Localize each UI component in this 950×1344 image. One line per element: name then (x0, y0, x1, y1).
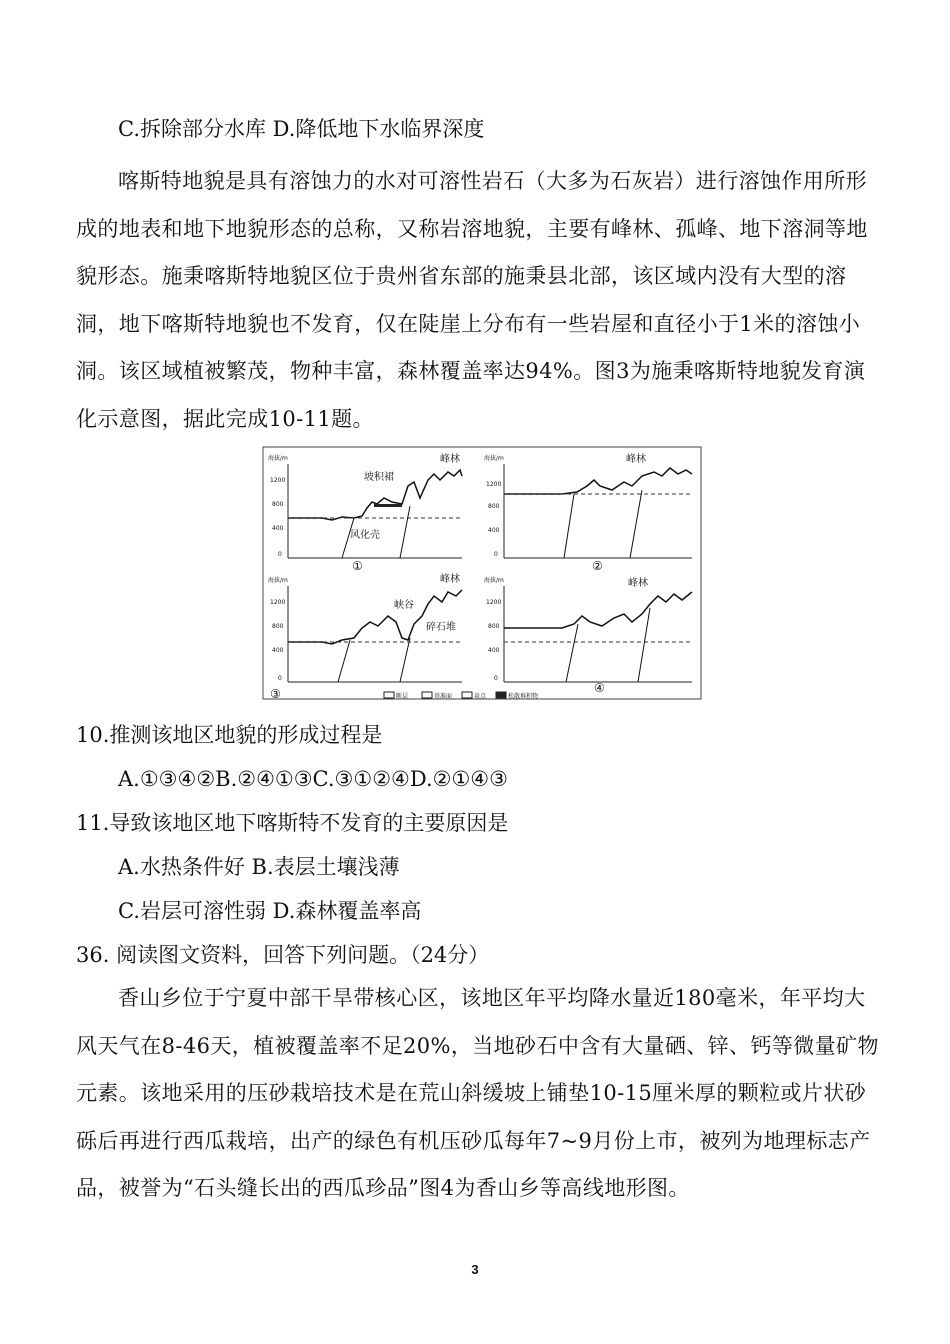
svg-text:1200: 1200 (486, 481, 502, 488)
svg-text:400: 400 (488, 647, 500, 654)
panel-4 (484, 576, 692, 695)
svg-text:①: ① (352, 559, 363, 573)
q11-stem: 11.导致该地区地下喀斯特不发育的主要原因是 (76, 811, 509, 835)
svg-text:800: 800 (488, 503, 500, 510)
q11-options-ab: A.水热条件好 B.表层土壤浅薄 (118, 855, 400, 879)
svg-text:1200: 1200 (270, 599, 286, 606)
svg-text:泉点: 泉点 (474, 693, 487, 700)
svg-text:400: 400 (272, 525, 284, 532)
svg-text:海拔/m: 海拔/m (484, 577, 504, 584)
svg-text:基准面: 基准面 (434, 693, 453, 700)
svg-text:800: 800 (272, 501, 284, 508)
svg-text:峡谷: 峡谷 (394, 600, 414, 611)
svg-text:0: 0 (494, 675, 498, 682)
svg-text:峰林: 峰林 (440, 574, 460, 585)
karst-evolution-figure (262, 446, 702, 708)
panel-2 (484, 452, 692, 573)
svg-text:1200: 1200 (486, 599, 502, 606)
svg-text:峰林: 峰林 (440, 454, 460, 465)
svg-text:峰林: 峰林 (626, 454, 646, 465)
svg-text:0: 0 (494, 551, 498, 558)
svg-text:400: 400 (488, 527, 500, 534)
y-axis-label: 海拔/m (268, 455, 288, 462)
svg-text:400: 400 (272, 647, 284, 654)
q36-passage: 香山乡位于宁夏中部干旱带核心区，该地区年平均降水量近180毫米，年平均大风天气在8-46天，植被覆盖率不足20%，当地砂石中含有大量硒、锌、钙等微量矿物元素。该地采用的压砂栽培技术是在荒山斜缓坡上铺垫10-15厘米厚的颗粒或片状砂砾后再进行西瓜栽培，出产的绿色有机压砂瓜每年7~9月份上市，被列为地理标志产品，被誉为“石头缝长出的西瓜珍品”图4为香山乡等高线地形图。 (76, 986, 879, 1200)
svg-text:800: 800 (272, 623, 284, 630)
svg-text:0: 0 (278, 675, 282, 682)
q10-stem: 10.推测该地区地貌的形成过程是 (76, 723, 383, 747)
panel-3 (268, 572, 462, 701)
q9-options-cd: C.拆除部分水库 D.降低地下水临界深度 (118, 117, 485, 141)
svg-text:风化壳: 风化壳 (350, 530, 380, 541)
svg-text:④: ④ (594, 681, 605, 695)
svg-text:0: 0 (278, 551, 282, 558)
svg-text:海拔/m: 海拔/m (484, 455, 504, 462)
svg-text:③: ③ (270, 687, 281, 701)
svg-text:断层: 断层 (396, 693, 409, 700)
svg-text:松散堆积物: 松散堆积物 (508, 693, 539, 700)
svg-text:1200: 1200 (270, 477, 286, 484)
svg-text:②: ② (592, 559, 603, 573)
panel-1 (268, 452, 462, 573)
q11-options-cd: C.岩层可溶性弱 D.森林覆盖率高 (118, 899, 422, 923)
svg-text:坡积裙: 坡积裙 (364, 472, 394, 483)
q10-options: A.①③④②B.②④①③C.③①②④D.②①④③ (118, 767, 508, 791)
svg-text:碎石堆: 碎石堆 (426, 622, 456, 633)
svg-text:800: 800 (488, 623, 500, 630)
karst-passage: 喀斯特地貌是具有溶蚀力的水对可溶性岩石（大多为石灰岩）进行溶蚀作用所形成的地表和地下地貌形态的总称，又称岩溶地貌，主要有峰林、孤峰、地下溶洞等地貌形态。施秉喀斯特地貌区位于贵州省东部的施秉县北部，该区域内没有大型的溶洞，地下喀斯特地貌也不发育，仅在陡崖上分布有一些岩屋和直径小于1米的溶蚀小洞。该区域植被繁茂，物种丰富，森林覆盖率达94%。图3为施秉喀斯特地貌发育演化示意图，据此完成10-11题。 (76, 169, 868, 431)
svg-text:海拔/m: 海拔/m (268, 577, 288, 584)
q36-stem: 36. 阅读图文资料，回答下列问题。（24分） (76, 943, 490, 967)
svg-text:峰林: 峰林 (628, 578, 648, 589)
page-number: 3 (471, 1262, 479, 1277)
